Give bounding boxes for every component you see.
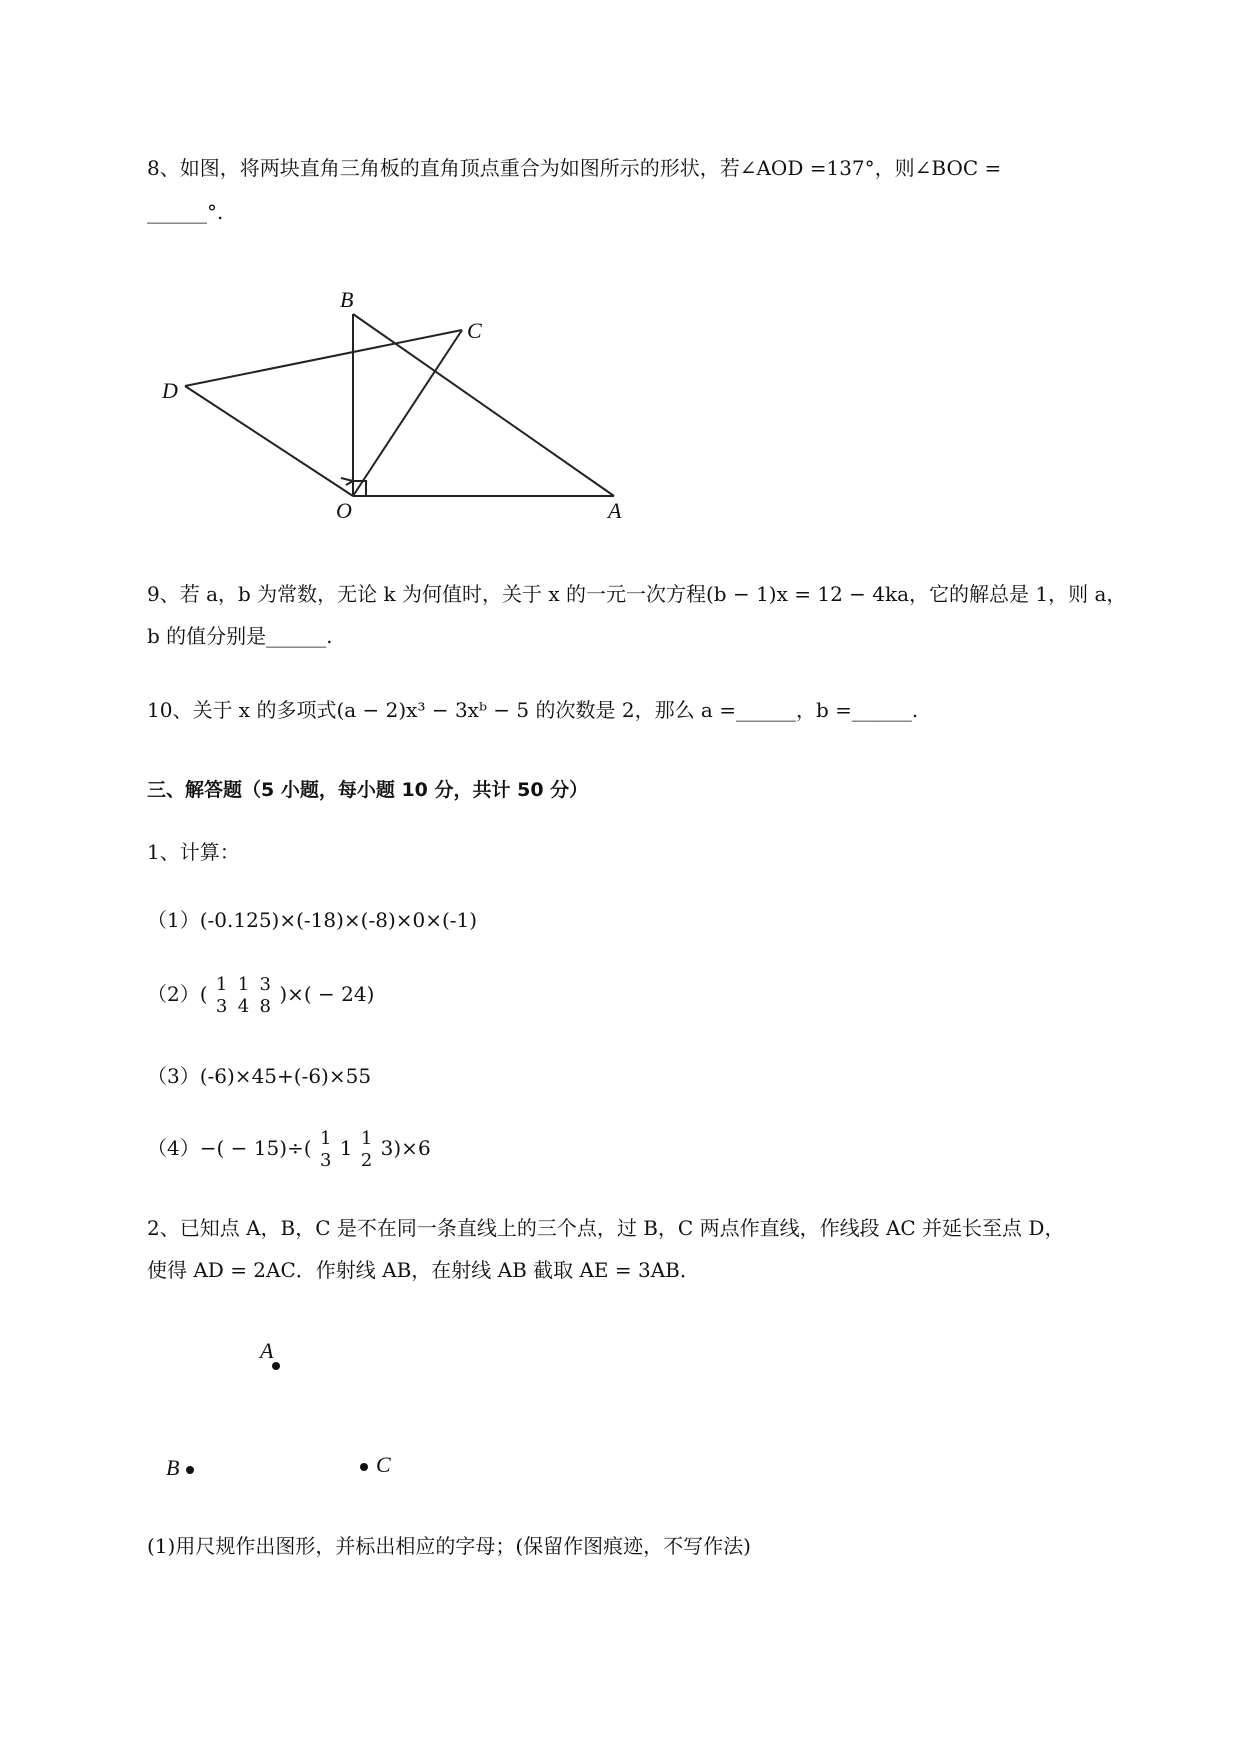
problem-2-line1: 2、已知点 A，B，C 是不在同一条直线上的三个点，过 B，C 两点作直线，作线段 AC 并延长至点 D， [147,1216,1065,1240]
problem-1-item-2 [147,970,374,1018]
item-4-mid: 1 [339,1136,353,1160]
problem-2-line2: 使得 AD = 2AC．作射线 AB，在射线 AB 截取 AE = 3AB． [147,1258,700,1282]
segment-OD [185,386,353,496]
figure-points [186,1362,368,1474]
label-C: C [467,318,482,343]
point-C [360,1463,368,1471]
q9-line1: 9、若 a，b 为常数，无论 k 为何值时，关于 x 的一元一次方程(b − 1)x = 12 − 4ka，它的解总是 1，则 a， [147,582,1127,606]
segment-DC [185,330,462,386]
item-2-prefix: （2）( [147,982,208,1006]
point-label-C: C [376,1452,391,1477]
label-B: B [340,287,354,312]
point-label-A: A [260,1338,274,1363]
q8-line2: ______°. [147,200,224,224]
right-angle-mark-O2 [341,478,353,485]
section-3-title: 三、解答题（5 小题，每小题 10 分，共计 50 分） [147,779,589,801]
segment-OC [353,330,462,496]
fraction-1-4: 1 4 [237,973,250,1017]
item-2-suffix: )×( − 24) [279,982,375,1006]
fraction-1-3: 1 3 [215,973,228,1017]
problem-1-title: 1、计算： [147,840,240,864]
problem-2-part-1: (1)用尺规作出图形，并标出相应的字母；(保留作图痕迹，不写作法) [147,1534,751,1558]
q8-line1: 8、如图，将两块直角三角板的直角顶点重合为如图所示的形状，若∠AOD =137°，则∠BOC = [147,156,1002,180]
problem-1-item-3: （3）(-6)×45+(-6)×55 [147,1064,372,1088]
fraction-1-3b: 1 3 [319,1127,332,1171]
label-O: O [336,498,352,523]
item-4-suffix: 3)×6 [380,1136,431,1160]
point-A [272,1362,280,1370]
label-A: A [608,498,622,523]
problem-1-item-1: （1）(-0.125)×(-18)×(-8)×0×(-1) [147,908,478,932]
problem-1-item-4 [147,1124,431,1172]
item-4-prefix: （4）−( − 15)÷( [147,1136,312,1160]
point-B [186,1466,194,1474]
point-label-B: B [166,1455,180,1480]
q9-line2: b 的值分别是______. [147,624,333,648]
label-D: D [162,378,178,403]
fraction-1-2: 1 2 [360,1127,373,1171]
q10-line1: 10、关于 x 的多项式(a − 2)x³ − 3xᵇ − 5 的次数是 2，那么 a =______，b =______. [147,698,919,722]
fraction-3-8: 3 8 [259,973,271,1017]
segment-BA [353,314,614,496]
